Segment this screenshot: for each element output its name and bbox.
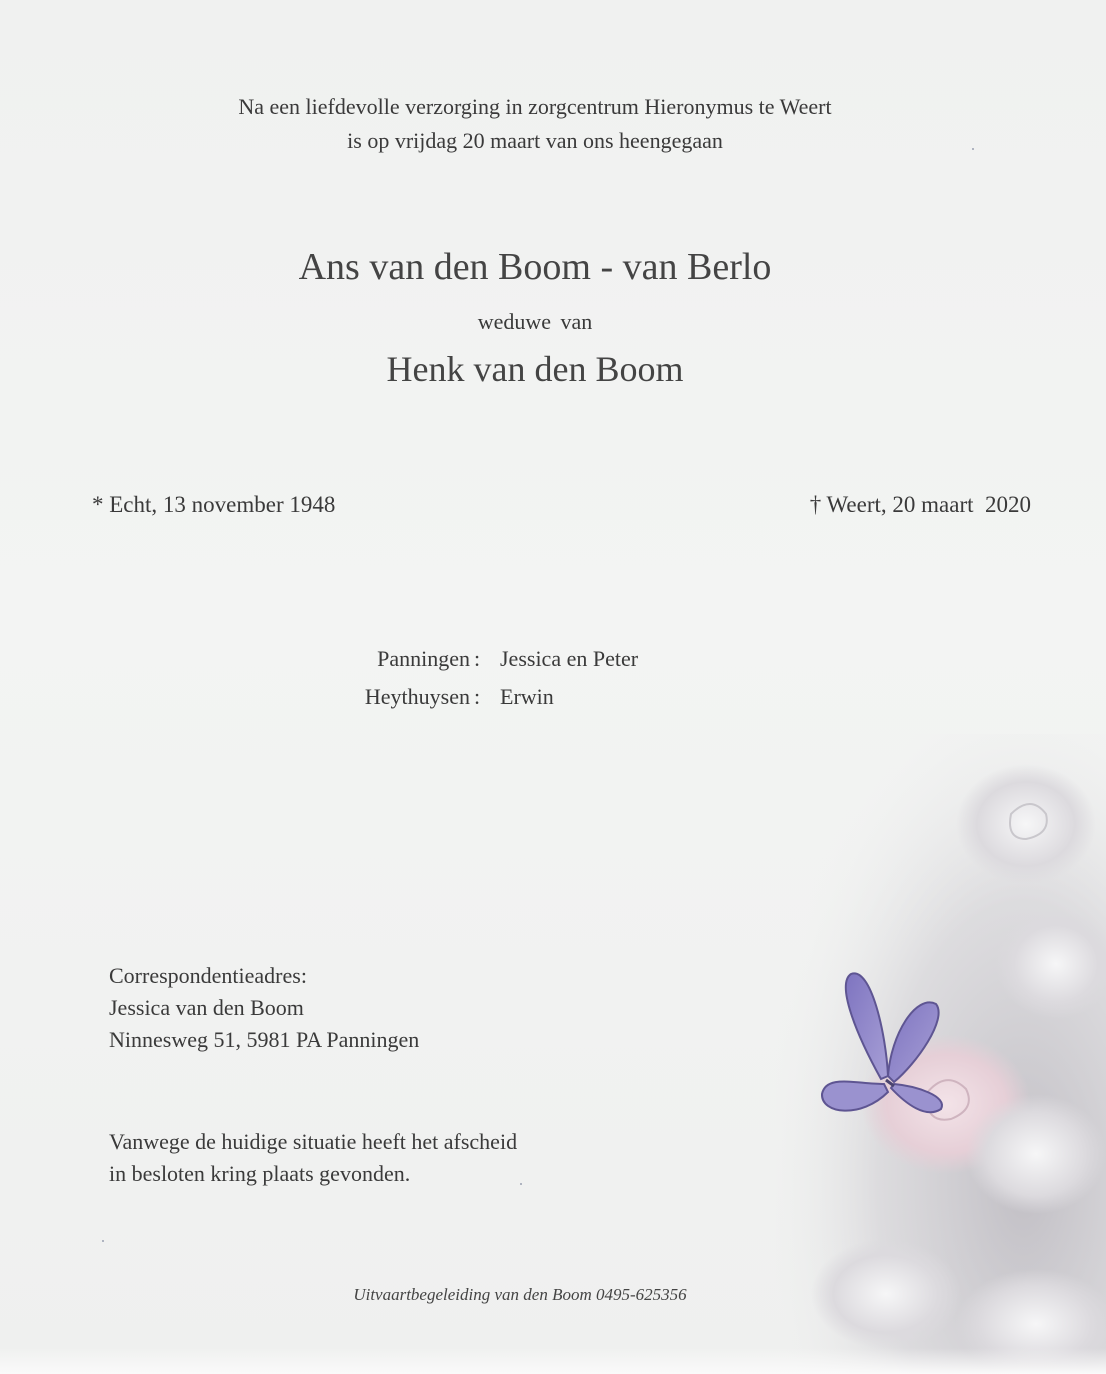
family-place: Heythuysen <box>364 684 470 709</box>
paper-speck <box>520 1183 522 1185</box>
family-row <box>280 678 638 716</box>
family-names: Erwin <box>500 684 554 709</box>
correspondence-street: Ninnesweg 51, 5981 PA Panningen <box>109 1027 420 1052</box>
intro-text <box>0 90 1070 158</box>
intro-line-1: Na een liefdevolle verzorging in zorgcentrum Hieronymus te Weert <box>238 94 832 119</box>
intro-line-2: is op vrijdag 20 maart van ons heengegaan <box>347 128 723 153</box>
correspondence-name: Jessica van den Boom <box>109 995 304 1020</box>
family-list <box>280 640 638 716</box>
family-row <box>280 640 638 678</box>
family-colon: : <box>474 646 481 671</box>
correspondence-heading: Correspondentieadres: <box>109 963 307 988</box>
paper-speck <box>972 148 974 150</box>
paper-edge <box>0 1348 1106 1374</box>
notice-line-1: Vanwege de huidige situatie heeft het afscheid <box>109 1129 518 1154</box>
paper-speck <box>102 1240 104 1242</box>
notice-text <box>109 1126 517 1190</box>
correspondence-address <box>109 960 419 1056</box>
death-date: † Weert, 20 maart 2020 <box>809 492 1031 517</box>
deceased-name: Ans van den Boom - van Berlo <box>298 246 772 288</box>
funeral-director-footer: Uitvaartbegeleiding van den Boom 0495-625356 <box>353 1285 687 1304</box>
family-place: Panningen <box>377 646 470 671</box>
relation-text: weduwe van <box>477 309 593 334</box>
birth-date: * Echt, 13 november 1948 <box>92 492 336 517</box>
roses-butterfly-illustration <box>776 734 1106 1374</box>
notice-line-2: in besloten kring plaats gevonden. <box>109 1161 411 1186</box>
family-names: Jessica en Peter <box>500 646 639 671</box>
family-colon: : <box>474 684 481 709</box>
spouse-name: Henk van den Boom <box>386 349 684 389</box>
